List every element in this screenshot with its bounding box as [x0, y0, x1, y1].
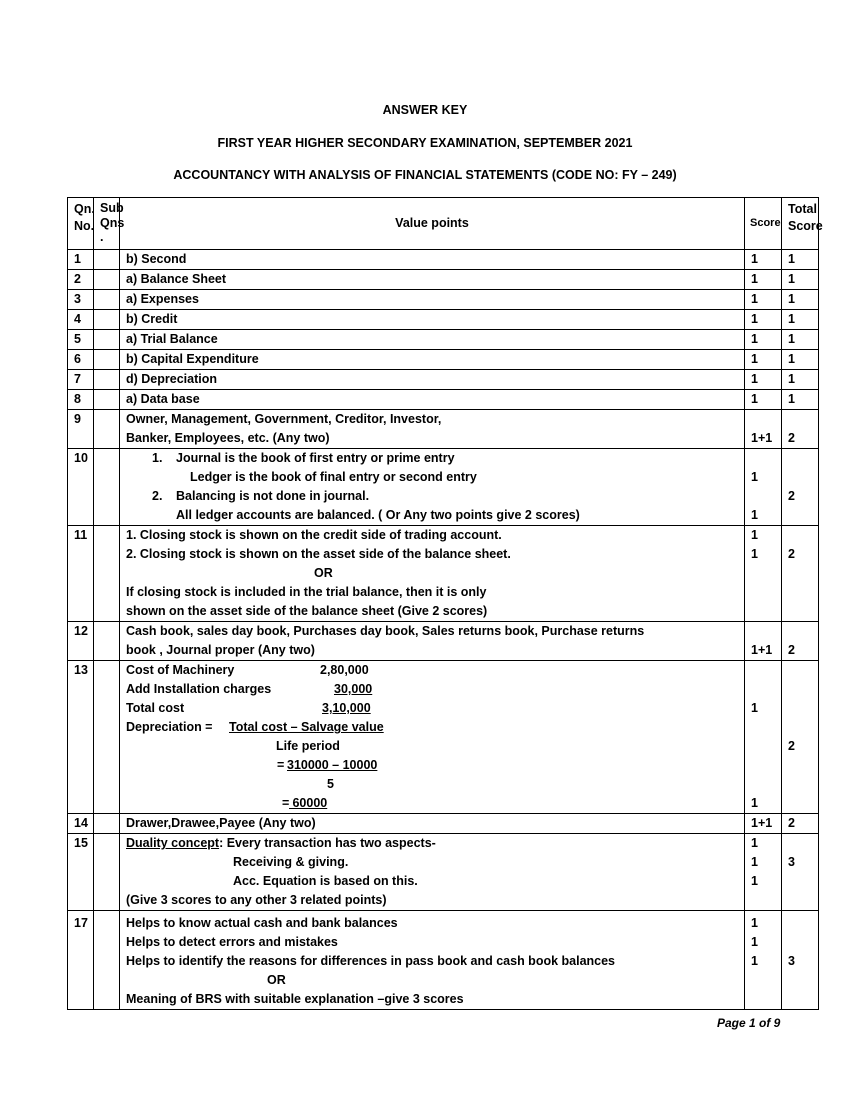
total-cell: 1 [782, 310, 819, 330]
header-sub-line: Sub [100, 201, 124, 215]
sub-cell [94, 526, 120, 622]
sub-cell [94, 330, 120, 350]
table-row [68, 310, 819, 330]
qn-cell: 15 [68, 834, 94, 911]
subject-title: ACCOUNTANCY WITH ANALYSIS OF FINANCIAL STATEMENTS (CODE NO: FY – 249) [173, 168, 677, 182]
value-line [126, 718, 738, 737]
total-value: 2 [788, 489, 795, 503]
value-line: 1. Closing stock is shown on the credit side of trading account. [126, 528, 502, 542]
total-cell: 1 [782, 390, 819, 410]
score-value: 1 [751, 874, 758, 888]
header-sub-line: Qns [100, 216, 125, 230]
value-line: All ledger accounts are balanced. ( Or Any two points give 2 scores) [176, 508, 580, 522]
value-line: (Give 3 scores to any other 3 related points) [126, 893, 387, 907]
value-cell [120, 526, 745, 622]
qn-cell: 14 [68, 814, 94, 834]
score-value: 1 [751, 701, 758, 715]
total-cell [782, 834, 819, 911]
value-line: OR [267, 973, 286, 987]
formula-numerator: Total cost – Salvage value [229, 720, 384, 734]
table-row [68, 911, 819, 1010]
qn-cell: 10 [68, 449, 94, 526]
value-cell: b) Capital Expenditure [120, 350, 745, 370]
header-value-points: Value points [120, 198, 745, 250]
total-cell: 2 [782, 814, 819, 834]
table-row [68, 661, 819, 814]
score-cell: 1 [745, 330, 782, 350]
total-cell: 1 [782, 290, 819, 310]
total-cell [782, 526, 819, 622]
value-cell: Drawer,Drawee,Payee (Any two) [120, 814, 745, 834]
sub-cell [94, 370, 120, 390]
qn-cell: 2 [68, 270, 94, 290]
score-cell: 1 [745, 350, 782, 370]
qn-cell: 13 [68, 661, 94, 814]
header-sub-line: . [100, 230, 104, 244]
value-cell: a) Trial Balance [120, 330, 745, 350]
score-cell [745, 661, 782, 814]
score-value: 1 [751, 836, 758, 850]
value-cell [120, 449, 745, 526]
qn-cell: 6 [68, 350, 94, 370]
score-cell [745, 449, 782, 526]
qn-cell: 1 [68, 250, 94, 270]
total-cell: 1 [782, 370, 819, 390]
score-cell [745, 911, 782, 1010]
list-number: 1. [152, 451, 163, 465]
value-cell: b) Second [120, 250, 745, 270]
value-line: Receiving & giving. [233, 855, 349, 869]
score-value: 1+1 [751, 643, 773, 657]
table-row [68, 834, 819, 911]
value-cell: b) Credit [120, 310, 745, 330]
score-value: 1 [751, 855, 758, 869]
table-row [68, 370, 819, 390]
value-cell [120, 661, 745, 814]
calc-result: 60000 [289, 796, 328, 810]
total-cell [782, 911, 819, 1010]
sub-cell [94, 661, 120, 814]
value-line: Banker, Employees, etc. (Any two) [126, 431, 330, 445]
value-line [126, 756, 738, 775]
qn-cell: 8 [68, 390, 94, 410]
value-line: Owner, Management, Government, Creditor, Investor, [126, 412, 442, 426]
score-value: 1 [751, 916, 758, 930]
sub-cell [94, 290, 120, 310]
score-cell: 1 [745, 370, 782, 390]
value-line: Ledger is the book of final entry or second entry [190, 470, 477, 484]
value-line: If closing stock is included in the trial balance, then it is only [126, 585, 487, 599]
total-value: 3 [788, 855, 795, 869]
calc-prefix: = [277, 758, 285, 772]
header-sub [94, 198, 125, 250]
sub-cell [94, 814, 120, 834]
score-cell [745, 526, 782, 622]
value-line: Meaning of BRS with suitable explanation –give 3 scores [126, 992, 464, 1006]
sub-cell [94, 310, 120, 330]
qn-cell: 11 [68, 526, 94, 622]
table-row [68, 526, 819, 622]
value-cell [120, 410, 745, 449]
sub-cell [94, 350, 120, 370]
value-cell: d) Depreciation [120, 370, 745, 390]
total-value: 2 [788, 739, 795, 753]
concept-name: Duality concept [126, 836, 220, 850]
value-cell [120, 911, 745, 1010]
score-value: 1 [751, 935, 758, 949]
value-line [126, 794, 738, 813]
total-cell [782, 661, 819, 814]
score-cell: 1 [745, 310, 782, 330]
value-line: Helps to identify the reasons for differences in pass book and cash book balances [126, 954, 616, 968]
calc-label: Add Installation charges [126, 682, 272, 696]
value-line: Cash book, sales day book, Purchases day book, Sales returns book, Purchase returns [126, 624, 645, 638]
total-cell [782, 449, 819, 526]
qn-cell: 7 [68, 370, 94, 390]
score-value: 1 [751, 796, 758, 810]
value-line: Life period [276, 739, 340, 753]
header-score: Score [745, 198, 782, 250]
table-row [68, 814, 819, 834]
sub-cell [94, 622, 120, 661]
value-cell: a) Expenses [120, 290, 745, 310]
value-line: OR [314, 566, 333, 580]
list-text: Journal is the book of first entry or prime entry [176, 451, 455, 465]
score-cell: 1 [745, 390, 782, 410]
value-line [126, 449, 738, 468]
table-row [68, 410, 819, 449]
list-number: 2. [152, 489, 163, 503]
score-cell [745, 834, 782, 911]
score-cell: 1 [745, 270, 782, 290]
concept-text: : Every transaction has two aspects- [219, 836, 436, 850]
calc-label: Cost of Machinery [126, 663, 235, 677]
total-cell: 1 [782, 350, 819, 370]
sub-cell [94, 390, 120, 410]
table-row [68, 350, 819, 370]
table-row [68, 449, 819, 526]
total-value: 2 [788, 547, 795, 561]
value-line: Helps to detect errors and mistakes [126, 935, 338, 949]
total-cell: 1 [782, 330, 819, 350]
table-header-row [68, 198, 819, 250]
score-value: 1 [751, 508, 758, 522]
total-cell [782, 410, 819, 449]
score-value: 1 [751, 470, 758, 484]
table-row [68, 330, 819, 350]
value-cell: a) Balance Sheet [120, 270, 745, 290]
value-line: Helps to know actual cash and bank balances [126, 916, 398, 930]
calc-value: 30,000 [334, 682, 373, 696]
score-value: 1 [751, 954, 758, 968]
table-row [68, 270, 819, 290]
sub-cell [94, 270, 120, 290]
calc-label: Total cost [126, 701, 185, 715]
doc-title: ANSWER KEY [382, 103, 468, 117]
table-row [68, 390, 819, 410]
calc-value: 3,10,000 [322, 701, 371, 715]
value-line [126, 699, 738, 718]
value-line [126, 834, 738, 853]
value-line [126, 661, 738, 680]
total-cell [782, 622, 819, 661]
qn-cell: 4 [68, 310, 94, 330]
value-line [126, 680, 738, 699]
sub-cell [94, 911, 120, 1010]
answer-key-table [67, 197, 823, 1010]
value-line: 5 [327, 777, 334, 791]
total-cell: 1 [782, 250, 819, 270]
sub-cell [94, 834, 120, 911]
exam-title: FIRST YEAR HIGHER SECONDARY EXAMINATION, SEPTEMBER 2021 [217, 136, 633, 150]
header-qn-line: No. [74, 219, 95, 233]
value-line: Acc. Equation is based on this. [233, 874, 418, 888]
value-line: 2. Closing stock is shown on the asset side of the balance sheet. [126, 547, 511, 561]
calc-value: 2,80,000 [320, 663, 369, 677]
sub-cell [94, 250, 120, 270]
qn-cell: 5 [68, 330, 94, 350]
qn-cell: 12 [68, 622, 94, 661]
table-row [68, 250, 819, 270]
value-cell [120, 834, 745, 911]
total-value: 3 [788, 954, 795, 968]
header-total-line: Score [788, 219, 823, 233]
list-text: Balancing is not done in journal. [176, 489, 370, 503]
page-number: Page 1 of 9 [717, 1016, 781, 1030]
total-cell: 1 [782, 270, 819, 290]
total-value: 2 [788, 431, 795, 445]
score-value: 1 [751, 547, 758, 561]
value-line [126, 487, 738, 506]
qn-cell: 9 [68, 410, 94, 449]
value-line: book , Journal proper (Any two) [126, 643, 315, 657]
score-cell: 1 [745, 250, 782, 270]
table-row [68, 622, 819, 661]
score-cell: 1+1 [745, 814, 782, 834]
header-total [782, 198, 823, 250]
total-value: 2 [788, 643, 795, 657]
header-qn [68, 198, 94, 250]
value-cell: a) Data base [120, 390, 745, 410]
sub-cell [94, 449, 120, 526]
score-cell: 1 [745, 290, 782, 310]
header-total-line: Total [788, 202, 817, 216]
value-cell [120, 622, 745, 661]
value-line: shown on the asset side of the balance sheet (Give 2 scores) [126, 604, 488, 618]
qn-cell: 17 [68, 911, 94, 1010]
score-cell [745, 622, 782, 661]
calc-prefix: = [282, 796, 290, 810]
header-qn-line: Qn. [74, 202, 95, 216]
qn-cell: 3 [68, 290, 94, 310]
formula-numerator: 310000 – 10000 [287, 758, 378, 772]
score-value: 1+1 [751, 431, 773, 445]
score-value: 1 [751, 528, 758, 542]
sub-cell [94, 410, 120, 449]
table-row [68, 290, 819, 310]
calc-label: Depreciation = [126, 720, 213, 734]
score-cell [745, 410, 782, 449]
